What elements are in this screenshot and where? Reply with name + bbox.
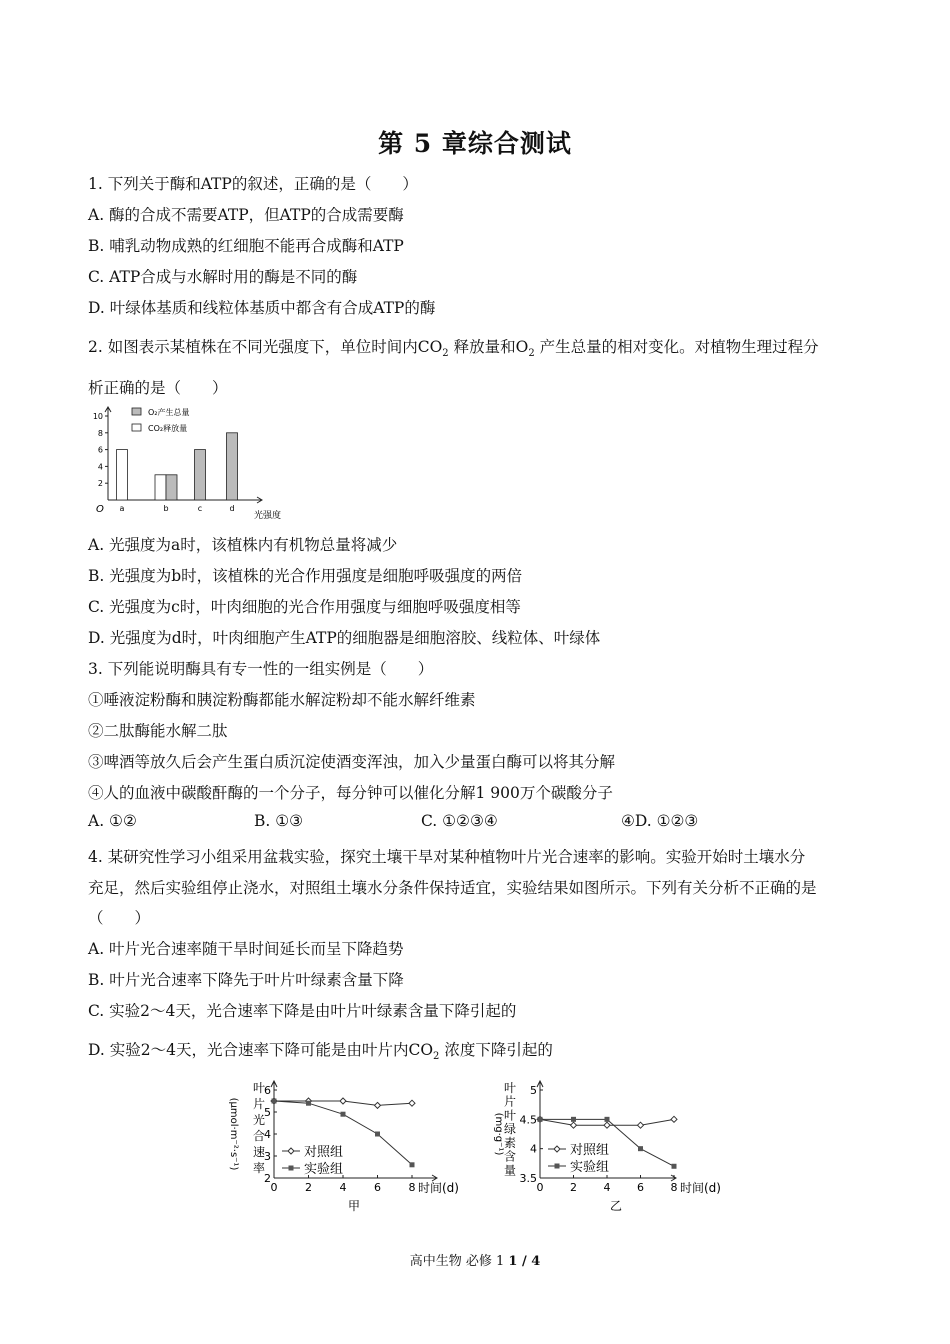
q3-stem: 3. 下列能说明酶具有专一性的一组实例是（ ） <box>88 660 434 678</box>
control-point <box>604 1122 610 1128</box>
q2-y-ticks <box>93 412 108 488</box>
q4-option-d: D. 实验2～4天，光合速率下降可能是由叶片内$CO_2$ 浓度下降引起的 <box>88 1041 553 1063</box>
experiment-point <box>375 1132 380 1137</box>
experiment-point <box>272 1099 277 1104</box>
control-point <box>571 1122 577 1128</box>
experiment-point <box>306 1101 311 1106</box>
y-tick-label: 6 <box>264 1084 271 1097</box>
y-axis-label-char: 片 <box>252 1097 266 1111</box>
x-axis-label: 时间(d) <box>680 1181 721 1195</box>
y-axis-label-char: 光 <box>252 1113 266 1127</box>
q2-y-tick-label: 4 <box>97 462 103 472</box>
q2-bar-o2 <box>195 450 206 500</box>
x-tick-label: 6 <box>637 1181 644 1194</box>
x-tick-label: 6 <box>374 1181 381 1194</box>
q3-item-2: ②二肽酶能水解二肽 <box>88 722 228 740</box>
control-point <box>409 1100 415 1106</box>
y-tick-label: 4.5 <box>519 1113 537 1127</box>
y-axis-unit: (mg·g⁻¹) <box>493 1112 504 1156</box>
y-axis-label-char: 率 <box>252 1161 266 1175</box>
q4-stem-line1: 4. 某研究性学习小组采用盆栽实验，探究土壤干旱对某种植物叶片光合速率的影响。实验开始时土壤水分 <box>88 848 806 866</box>
q2-bar-co2 <box>155 475 166 500</box>
q4-stem-line2: 充足，然后实验组停止浇水，对照组土壤水分条件保持适宜，实验结果如图所示。下列有关分析不正确的是 <box>88 879 817 897</box>
q4-line-chart-jia <box>222 1078 472 1218</box>
q2-legend <box>132 407 190 433</box>
q2-x-tick-label: c <box>197 504 203 513</box>
y-tick-label: 5 <box>530 1084 537 1097</box>
q2-stem-line2: 析正确的是（ ） <box>88 379 228 397</box>
q3-item-3: ③啤酒等放久后会产生蛋白质沉淀使酒变浑浊，加入少量蛋白酶可以将其分解 <box>88 753 616 771</box>
q2-x-tick-label: d <box>229 504 235 513</box>
q2-x-axis-label: 光强度 <box>254 511 282 521</box>
legend-label: 实验组 <box>570 1160 610 1175</box>
q3-option-a: A. ①② <box>88 812 137 830</box>
x-tick-label: 0 <box>536 1181 544 1194</box>
y-tick-label: 2 <box>264 1172 271 1185</box>
y-axis-label-char: 片 <box>503 1094 517 1109</box>
legend-marker <box>555 1164 560 1169</box>
x-tick-label: 0 <box>270 1181 278 1194</box>
q1-option-b: B. 哺乳动物成熟的红细胞不能再合成酶和ATP <box>88 237 404 255</box>
q2-bar-o2 <box>166 475 177 500</box>
x-tick-label: 4 <box>339 1181 347 1194</box>
q4-option-c: C. 实验2～4天，光合速率下降是由叶片叶绿素含量下降引起的 <box>88 1002 517 1020</box>
x-tick-label: 8 <box>670 1181 678 1194</box>
q3-item-4: ④人的血液中碳酸酐酶的一个分子，每分钟可以催化分解1 900万个碳酸分子 <box>88 784 613 802</box>
panel-label: 甲 <box>347 1199 361 1213</box>
q4-option-a: A. 叶片光合速率随干旱时间延长而呈下降趋势 <box>88 940 404 958</box>
q4-option-b: B. 叶片光合速率下降先于叶片叶绿素含量下降 <box>88 971 404 989</box>
q2-x-labels <box>120 504 235 513</box>
q1-option-a: A. 酶的合成不需要ATP，但ATP的合成需要酶 <box>88 206 404 224</box>
experiment-point <box>638 1146 643 1151</box>
q1-option-c: C. ATP合成与水解时用的酶是不同的酶 <box>88 268 358 286</box>
y-axis-label-char: 素 <box>503 1135 517 1150</box>
legend-marker <box>288 1148 294 1154</box>
page-number: 1 / 4 <box>508 1254 541 1269</box>
x-tick-label: 4 <box>603 1181 611 1194</box>
experiment-point <box>571 1117 576 1122</box>
q2-option-b: B. 光强度为b时，该植株的光合作用强度是细胞呼吸强度的两倍 <box>88 567 523 585</box>
q1-option-d: D. 叶绿体基质和线粒体基质中都含有合成ATP的酶 <box>88 299 436 317</box>
experiment-point <box>538 1117 543 1122</box>
q3-option-b: B. ①③ <box>254 812 304 830</box>
y-tick-label: 5 <box>264 1106 271 1119</box>
legend-label: 实验组 <box>304 1162 344 1177</box>
q4-stem-line3: （ ） <box>88 909 151 927</box>
q1-stem: 1. 下列关于酶和ATP的叙述，正确的是（ ） <box>88 175 418 193</box>
footer-text: 高中生物 必修 1 <box>409 1254 509 1269</box>
q2-y-tick-label: 8 <box>97 428 103 438</box>
q2-legend-label: O₂产生总量 <box>148 408 190 417</box>
q3-option-c: C. ①②③④ <box>421 812 498 830</box>
q2-y-tick-label: 2 <box>97 479 103 489</box>
x-tick-label: 2 <box>570 1181 577 1194</box>
q3-item-1: ①唾液淀粉酶和胰淀粉酶都能水解淀粉却不能水解纤维素 <box>88 691 476 709</box>
q2-legend-swatch <box>132 408 141 415</box>
panel-label: 乙 <box>609 1199 623 1213</box>
x-tick-label: 8 <box>408 1181 416 1194</box>
legend-label: 对照组 <box>304 1145 344 1160</box>
control-point <box>671 1116 677 1122</box>
q2-y-tick-label: 10 <box>92 412 103 421</box>
y-tick-label: 3 <box>264 1150 271 1163</box>
q2-bar-o2 <box>227 433 238 500</box>
q2-axes <box>105 407 262 503</box>
y-tick-label: 4 <box>264 1128 271 1141</box>
x-axis-label: 时间(d) <box>418 1181 459 1195</box>
q2-legend-label: CO₂释放量 <box>148 424 188 433</box>
experiment-point <box>672 1164 677 1169</box>
y-axis-label-char: 绿 <box>503 1122 517 1137</box>
y-tick-label: 3.5 <box>519 1172 537 1185</box>
control-point <box>340 1098 346 1104</box>
q2-origin-label: O <box>96 504 104 515</box>
y-axis-unit: (μmol·m⁻²·s⁻¹) <box>228 1097 239 1171</box>
experiment-point <box>410 1162 415 1167</box>
control-point <box>638 1122 644 1128</box>
q2-option-c: C. 光强度为c时，叶肉细胞的光合作用强度与细胞呼吸强度相等 <box>88 598 521 616</box>
experiment-point <box>341 1112 346 1117</box>
page-footer <box>0 1250 950 1269</box>
q2-bars <box>117 433 238 500</box>
q4-line-chart-yi <box>493 1078 736 1218</box>
control-point <box>375 1102 381 1108</box>
legend-marker <box>289 1166 294 1171</box>
y-axis-label-char: 含 <box>503 1149 517 1164</box>
q2-y-tick-label: 6 <box>97 445 103 455</box>
y-axis-label-char: 速 <box>252 1145 266 1159</box>
y-axis-label-char: 量 <box>503 1163 517 1178</box>
q2-x-tick-label: a <box>119 504 125 513</box>
q2-stem: 2. 如图表示某植株在不同光强度下，单位时间内$CO_2$ 释放量和$O_2$ 产生总量的相对变化。对植物生理过程分 <box>88 338 819 360</box>
page-title: 第 5 章综合测试 <box>378 129 572 158</box>
q2-option-d: D. 光强度为d时，叶肉细胞产生ATP的细胞器是细胞溶胶、线粒体、叶绿体 <box>88 629 601 647</box>
legend-marker <box>554 1146 560 1152</box>
y-tick-label: 4 <box>530 1142 537 1156</box>
q2-x-tick-label: b <box>163 504 169 513</box>
q2-legend-swatch <box>132 424 141 431</box>
y-axis-label-char: 叶 <box>252 1081 266 1095</box>
y-axis-label-char: 合 <box>252 1129 266 1143</box>
q3-option-d: ④D. ①②③ <box>621 812 699 830</box>
experiment-point <box>605 1117 610 1122</box>
y-axis-label-char: 叶 <box>503 1081 517 1095</box>
q2-option-a: A. 光强度为a时，该植株内有机物总量将减少 <box>88 536 398 554</box>
q2-bar-co2 <box>117 450 128 500</box>
x-tick-label: 2 <box>305 1181 312 1194</box>
legend-label: 对照组 <box>570 1143 610 1158</box>
q2-bar-chart <box>86 402 286 522</box>
y-axis-label-char: 叶 <box>503 1108 517 1123</box>
